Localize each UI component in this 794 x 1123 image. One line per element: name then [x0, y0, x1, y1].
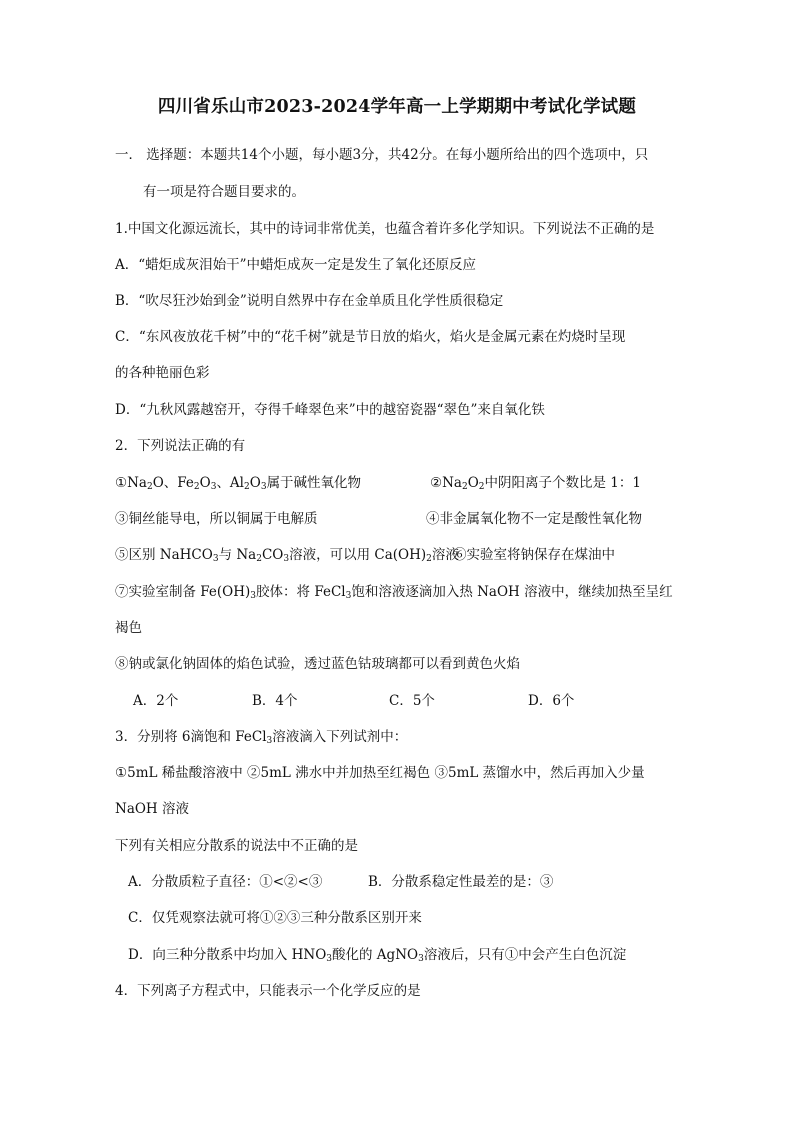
q2-statement-3: ③铜丝能导电，所以铜属于电解质 — [115, 511, 318, 527]
q1-stem: 1.中国文化源远流长，其中的诗词非常优美，也蕴含着许多化学知识。下列说法不正确的是 — [115, 221, 655, 237]
q1-option-a: A．“蜡炬成灰泪始干”中蜡炬成灰一定是发生了氧化还原反应 — [115, 257, 477, 273]
page-title: 四川省乐山市2023-2024学年高一上学期期中考试化学试题 — [157, 97, 637, 117]
q3-option-b: B．分散系稳定性最差的是：③ — [368, 874, 554, 890]
q2-statement-7-continued: 褐色 — [115, 620, 142, 636]
q1-option-c: C．“东风夜放花千树”中的“花千树”就是节日放的焰火，焰火是金属元素在灼烧时呈现 — [115, 329, 626, 345]
q2-statement-6: ⑥实验室将钠保存在煤油中 — [453, 547, 615, 563]
q2-statement-7: ⑦实验室制备 $Fe(OH)_3$胶体：将 FeCl$_3$饱和溶液逐滴加入热 NaOH 溶液中，继续加热至呈红 — [115, 584, 673, 601]
q3-option-d: D．向三种分散系中均加入 $HNO_3$酸化的 AgNO$_3$溶液后，只有①中会产生白色沉淀 — [128, 947, 627, 964]
q1-option-b: B．“吹尽狂沙始到金”说明自然界中存在金单质且化学性质很稳定 — [115, 293, 504, 309]
section-instruction-line-2: 有一项是符合题目要求的。 — [143, 184, 305, 200]
q2-stem: 2．下列说法正确的有 — [115, 438, 246, 454]
q2-statement-8: ⑧钠或氯化钠固体的焰色试验，透过蓝色钴玻璃都可以看到黄色火焰 — [115, 656, 520, 672]
q1-option-d: D．“九秋风露越窑开，夺得千峰翠色来”中的越窑瓷器“翠色”来自氧化铁 — [115, 402, 545, 418]
q2-statement-5: ⑤区别 NaHCO$_3$与 $Na_2CO_3$溶液，可以用 $Ca(OH)_2$溶液 — [115, 547, 459, 564]
q3-reagents-continued: NaOH 溶液 — [115, 801, 189, 817]
q2-option-b: B．4个 — [252, 693, 298, 709]
q3-reagents: ①5mL 稀盐酸溶液中 ②5mL 沸水中并加热至红褐色 ③5mL 蒸馏水中，然后再加入少量 — [115, 765, 645, 781]
q1-option-c-continued: 的各种艳丽色彩 — [115, 365, 210, 381]
q4-stem: 4．下列离子方程式中，只能表示一个化学反应的是 — [115, 983, 421, 999]
q3-stem: 3．分别将 6滴饱和 FeCl$_3$溶液滴入下列试剂中： — [115, 729, 408, 746]
q3-option-c: C．仅凭观察法就可将①②③三种分散系区别开来 — [128, 910, 422, 926]
q2-option-a: A．2个 — [133, 693, 179, 709]
q3-option-a: A．分散质粒子直径：①<②<③ — [128, 874, 323, 890]
q3-prompt: 下列有关相应分散系的说法中不正确的是 — [115, 838, 358, 854]
q2-statement-4: ④非金属氧化物不一定是酸性氧化物 — [426, 511, 642, 527]
q2-option-c: C．5个 — [389, 693, 435, 709]
q2-statement-2: $②Na_2O_2$中阴阳离子个数比是 1：1 — [430, 475, 641, 492]
section-instruction-line-1: 一． 选择题：本题共14个小题，每小题3分，共42分。在每小题所给出的四个选项中，只 — [115, 147, 649, 163]
q2-statement-1: $①Na_2O$、$Fe_2O_3$、$Al_2O_3$属于碱性氧化物 — [115, 475, 362, 492]
q2-option-d: D．6个 — [528, 693, 575, 709]
